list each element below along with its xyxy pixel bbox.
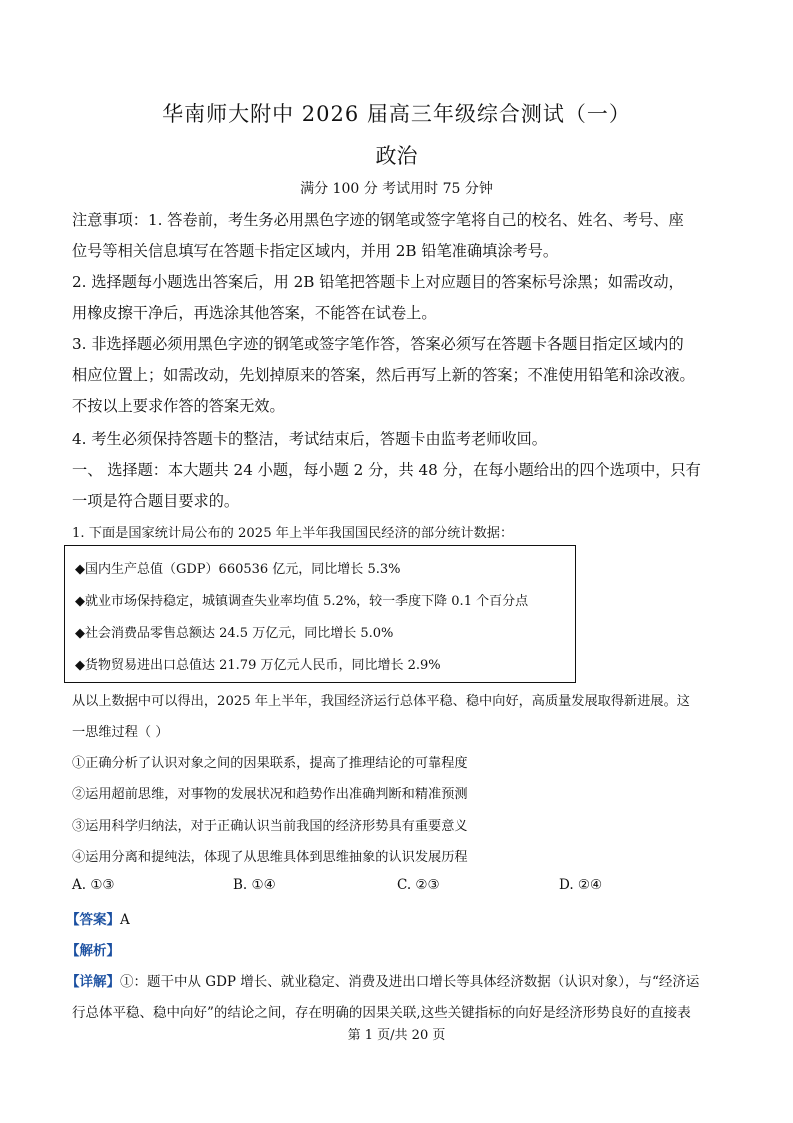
analysis-line <box>66 939 120 959</box>
question-text: 从以上数据中可以得出，2025 年上半年，我国经济运行总体平稳、稳中向好，高质量发展取得新进展。这 <box>72 694 690 709</box>
option-a: A. ①③ <box>72 877 115 893</box>
detail-label: 【详解】 <box>66 974 120 990</box>
notice-line: 位号等相关信息填写在答题卡指定区域内，并用 2B 铅笔准确填涂考号。 <box>72 242 559 260</box>
statement-item: ③运用科学归纳法，对于正确认识当前我国的经济形势具有重要意义 <box>72 819 468 834</box>
statistic-item: ◆货物贸易进出口总值达 21.79 万亿元人民币，同比增长 2.9% <box>75 658 441 673</box>
detail-text: 行总体平稳、稳中向好”的结论之间，存在明确的因果关联,这些关键指标的向好是经济形势良好的直接表 <box>72 1005 691 1021</box>
answer-label: 【答案】 <box>66 912 120 928</box>
page-footer: 第 1 页/共 20 页 <box>347 1028 446 1043</box>
statement-item: ④运用分离和提纯法，体现了从思维具体到思维抽象的认识发展历程 <box>72 850 468 865</box>
exam-subject: 政治 <box>375 144 418 168</box>
answer-line <box>66 908 130 928</box>
answer-value: A <box>120 912 130 928</box>
notice-line: 用橡皮擦干净后，再选涂其他答案，不能答在试卷上。 <box>72 304 437 322</box>
statistic-item: ◆国内生产总值（GDP）660536 亿元，同比增长 5.3% <box>75 562 401 577</box>
notice-line: 4. 考生必须保持答题卡的整洁，考试结束后，答题卡由监考老师收回。 <box>72 430 547 448</box>
exam-meta: 满分 100 分 考试用时 75 分钟 <box>300 181 493 197</box>
option-b: B. ①④ <box>233 877 276 893</box>
option-d: D. ②④ <box>559 877 603 893</box>
statistic-item: ◆社会消费品零售总额达 24.5 万亿元，同比增长 5.0% <box>75 626 394 641</box>
detail-text: ①：题干中从 GDP 增长、就业稳定、消费及进出口增长等具体经济数据（认识对象），与“经济运 <box>120 974 700 990</box>
analysis-label: 【解析】 <box>66 943 120 959</box>
statistics-box <box>64 545 576 683</box>
question-stem: 1. 下面是国家统计局公布的 2025 年上半年我国国民经济的部分统计数据： <box>72 526 514 541</box>
section-heading: 一、 选择题：本大题共 24 小题，每小题 2 分，共 48 分，在每小题给出的四个选项中，只有 <box>72 461 701 479</box>
notice-line: 相应位置上；如需改动，先划掉原来的答案，然后再写上新的答案；不准使用铅笔和涂改液。 <box>72 366 695 384</box>
question-text: 一思维过程（ ） <box>72 725 169 740</box>
exam-title: 华南师大附中 2026 届高三年级综合测试（一） <box>162 102 631 126</box>
notice-line: 注意事项：1. 答卷前，考生务必用黑色字迹的钢笔或签字笔将自己的校名、姓名、考号、座 <box>72 211 684 229</box>
option-c: C. ②③ <box>397 877 440 893</box>
notice-line: 不按以上要求作答的答案无效。 <box>72 397 285 415</box>
section-heading: 一项是符合题目要求的。 <box>72 492 240 510</box>
statistic-item: ◆就业市场保持稳定，城镇调查失业率均值 5.2%，较一季度下降 0.1 个百分点 <box>75 594 529 609</box>
detail-line <box>66 970 699 990</box>
notice-line: 2. 选择题每小题选出答案后，用 2B 铅笔把答题卡上对应题目的答案标号涂黑；如需改动， <box>72 273 684 291</box>
statement-item: ②运用超前思维，对事物的发展状况和趋势作出准确判断和精准预测 <box>72 787 468 802</box>
statement-item: ①正确分析了认识对象之间的因果联系，提高了推理结论的可靠程度 <box>72 756 468 771</box>
notice-line: 3. 非选择题必须用黑色字迹的钢笔或签字笔作答，答案必须写在答题卡各题目指定区域内的 <box>72 335 684 353</box>
